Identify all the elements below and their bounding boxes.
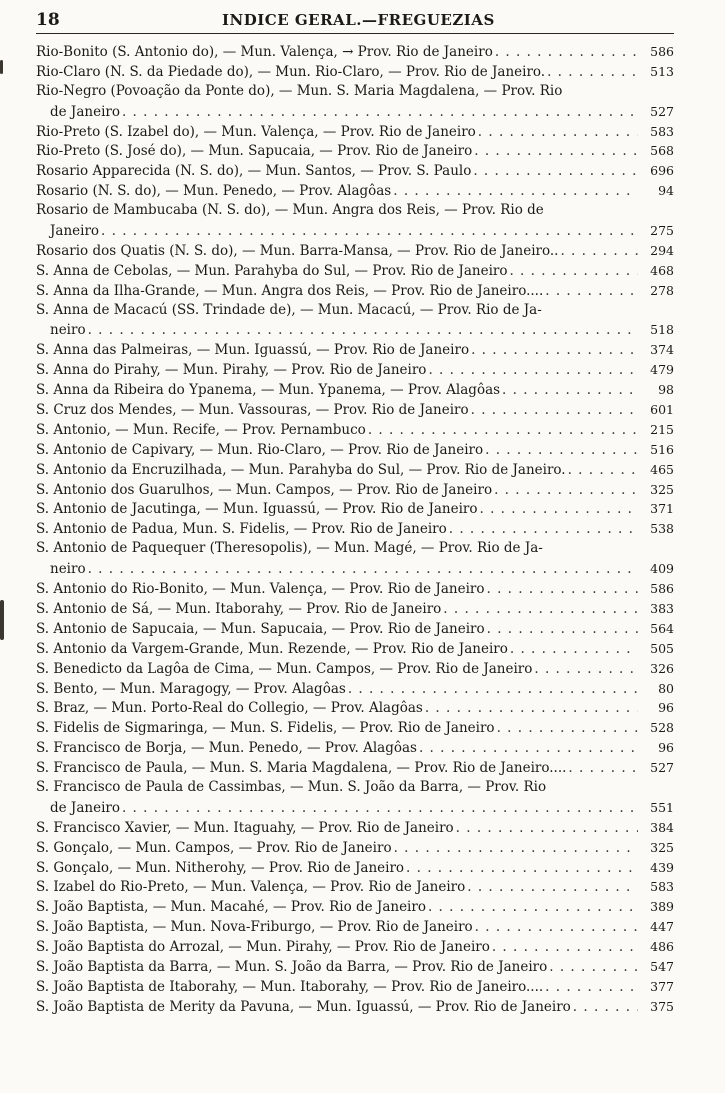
entry-page-number: 516 (650, 441, 674, 457)
entry-text: S. Francisco de Borja, — Mun. Penedo, — Prov. Alagôas (36, 740, 417, 757)
entry-text: Rio-Claro (N. S. da Piedade do), — Mun. Rio-Claro, — Prov. Rio de Janeiro. (36, 63, 546, 80)
entry-text: S. Gonçalo, — Mun. Campos, — Prov. Rio de Janeiro (36, 839, 392, 856)
entry-line (36, 420, 674, 440)
index-entry (36, 241, 674, 261)
dot-leader (122, 103, 638, 123)
dot-leader (485, 441, 638, 461)
entry-line (36, 360, 674, 380)
entry-page-number: 601 (650, 402, 674, 418)
index-entry (36, 838, 674, 858)
entry-page-number: 325 (650, 481, 674, 497)
entry-text: S. João Baptista da Barra, — Mun. S. João da Barra, — Prov. Rio de Janeiro (36, 958, 548, 975)
entry-text: S. João Baptista de Merity da Pavuna, — Mun. Iguassú, — Prov. Rio de Janeiro (36, 998, 571, 1015)
index-entry (36, 957, 674, 977)
dot-leader (474, 142, 638, 162)
entry-text: S. Anna do Pirahy, — Mun. Pirahy, — Prov. Rio de Janeiro (36, 362, 427, 379)
entry-text: Janeiro (50, 223, 100, 240)
dot-leader (449, 520, 638, 540)
index-entry (36, 977, 674, 997)
dot-leader (509, 262, 638, 282)
entry-line (36, 241, 674, 261)
entry-page-number: 389 (650, 899, 674, 915)
entry-line (36, 539, 674, 559)
entry-text: Rio-Preto (S. José do), — Mun. Sapucaia, — Prov. Rio de Janeiro (36, 143, 473, 160)
entry-text: S. Antonio de Capivary, — Mun. Rio-Claro, — Prov. Rio de Janeiro (36, 441, 484, 458)
index-entry (36, 639, 674, 659)
entry-line (36, 480, 674, 500)
entry-line (36, 440, 674, 460)
entry-page-number: 275 (650, 223, 674, 239)
index-entry (36, 480, 674, 500)
index-entry (36, 261, 674, 281)
entry-page-number: 513 (650, 63, 674, 79)
dot-leader (473, 162, 638, 182)
entry-text: Rosario dos Quatis (N. S. do), — Mun. Barra-Mansa, — Prov. Rio de Janeiro.. (36, 242, 559, 259)
dot-leader (560, 242, 638, 262)
entry-page-number: 371 (650, 501, 674, 517)
entry-page-number: 583 (650, 123, 674, 139)
entry-page-number: 586 (650, 44, 674, 59)
entry-page-number: 409 (650, 561, 674, 577)
entry-line (36, 62, 674, 82)
entry-line (36, 718, 674, 738)
entry-text: Rosario de Mambucaba (N. S. do), — Mun. Angra dos Reis, — Prov. Rio de (36, 202, 544, 219)
entry-page-number: 215 (650, 421, 674, 437)
index-entry (36, 62, 674, 82)
entry-text: S. João Baptista, — Mun. Macahé, — Prov. Rio de Janeiro (36, 899, 426, 916)
index-entry (36, 42, 674, 62)
entry-line (36, 261, 674, 281)
index-entry (36, 141, 674, 161)
dot-leader (471, 341, 638, 361)
entry-line (36, 579, 674, 599)
header-rule (36, 33, 674, 34)
dot-leader (549, 958, 638, 978)
entry-text: Rosario Apparecida (N. S. do), — Mun. Santos, — Prov. S. Paulo (36, 163, 472, 180)
dot-leader (510, 640, 638, 660)
entry-text: S. Antonio de Padua, Mun. S. Fidelis, — Prov. Rio de Janeiro (36, 521, 447, 538)
entry-line (36, 997, 674, 1017)
dot-leader (428, 898, 638, 918)
entry-page-number: 583 (650, 879, 674, 895)
index-entry (36, 499, 674, 519)
entry-page-number: 439 (650, 859, 674, 875)
index-entry (36, 877, 674, 897)
entry-page-number: 326 (650, 660, 674, 676)
index-entry (36, 818, 674, 838)
entry-line (36, 778, 674, 798)
index-entry (36, 281, 674, 301)
entry-line (36, 738, 674, 758)
entry-line (36, 619, 674, 639)
entry-line (36, 141, 674, 161)
index-entry (36, 380, 674, 400)
entry-line (36, 281, 674, 301)
entry-line (36, 877, 674, 897)
entry-line (36, 838, 674, 858)
dot-leader (502, 381, 638, 401)
entry-line (36, 679, 674, 699)
entry-text: S. Izabel do Rio-Preto, — Mun. Valença, — Prov. Rio de Janeiro (36, 879, 466, 896)
entry-continuation-line (36, 102, 674, 122)
index-entry (36, 201, 674, 241)
entry-line (36, 858, 674, 878)
entry-text: S. Antonio dos Guarulhos, — Mun. Campos, — Prov. Rio de Janeiro (36, 481, 493, 498)
entry-line (36, 42, 674, 62)
entry-text: S. Antonio, — Mun. Recife, — Prov. Pernambuco (36, 421, 366, 438)
index-entry (36, 579, 674, 599)
margin-ink-mark (0, 60, 3, 74)
dot-leader (547, 63, 638, 83)
entry-text: Rio-Bonito (S. Antonio do), — Mun. Valença, → Prov. Rio de Janeiro (36, 44, 493, 60)
entry-page-number: 384 (650, 819, 674, 835)
entry-line (36, 460, 674, 480)
dot-leader (443, 600, 638, 620)
entry-text: S. Anna de Macacú (SS. Trindade de), — Mun. Macacú, — Prov. Rio de Ja- (36, 301, 542, 318)
entry-line (36, 400, 674, 420)
entry-page-number: 568 (650, 143, 674, 159)
entry-text: de Janeiro (50, 103, 120, 120)
entry-line (36, 201, 674, 221)
entry-page-number: 325 (650, 839, 674, 855)
dot-leader (573, 998, 638, 1018)
entry-page-number: 486 (650, 939, 674, 955)
entry-text: S. Benedicto da Lagôa de Cima, — Mun. Campos, — Prov. Rio de Janeiro (36, 660, 533, 677)
entry-page-number: 383 (650, 600, 674, 616)
entry-page-number: 696 (650, 163, 674, 179)
dot-leader (487, 620, 638, 640)
dot-leader (545, 978, 638, 998)
dot-leader (467, 878, 638, 898)
entry-text: Rio-Preto (S. Izabel do), — Mun. Valença, — Prov. Rio de Janeiro (36, 123, 476, 140)
entry-line (36, 917, 674, 937)
entry-page-number: 294 (650, 242, 674, 258)
entry-page-number: 96 (658, 700, 674, 716)
entry-text: S. Francisco Xavier, — Mun. Itaguahy, — Prov. Rio de Janeiro (36, 819, 454, 836)
index-entry (36, 718, 674, 738)
entry-line (36, 937, 674, 957)
entry-continuation-line (36, 559, 674, 579)
index-entry (36, 619, 674, 639)
index-entry (36, 420, 674, 440)
index-entries (36, 42, 674, 1017)
entry-page-number: 278 (650, 282, 674, 298)
entry-page-number: 547 (650, 958, 674, 974)
index-entry (36, 917, 674, 937)
entry-line (36, 698, 674, 718)
entry-page-number: 375 (650, 998, 674, 1014)
entry-page-number: 94 (658, 183, 674, 199)
index-entry (36, 679, 674, 699)
entry-page-number: 564 (650, 620, 674, 636)
entry-line (36, 818, 674, 838)
page-header (36, 8, 676, 32)
index-entry (36, 738, 674, 758)
entry-text: neiro (50, 561, 86, 578)
entry-text: S. Antonio do Rio-Bonito, — Mun. Valença, — Prov. Rio de Janeiro (36, 581, 485, 598)
entry-line (36, 659, 674, 679)
entry-text: S. João Baptista do Arrozal, — Mun. Pirahy, — Prov. Rio de Janeiro (36, 939, 490, 956)
entry-text: S. Anna da Ribeira do Ypanema, — Mun. Ypanema, — Prov. Alagôas (36, 382, 501, 399)
entry-line (36, 122, 674, 142)
index-entry (36, 698, 674, 718)
entry-page-number: 374 (650, 342, 674, 358)
dot-leader (492, 938, 638, 958)
entry-line (36, 758, 674, 778)
entry-line (36, 340, 674, 360)
page-number: 18 (36, 10, 60, 30)
index-entry (36, 301, 674, 341)
dot-leader (406, 859, 638, 879)
index-entry (36, 937, 674, 957)
index-entry (36, 181, 674, 201)
entry-line (36, 957, 674, 977)
entry-line (36, 519, 674, 539)
entry-text: S. Anna de Cebolas, — Mun. Parahyba do Sul, — Prov. Rio de Janeiro (36, 262, 508, 279)
index-entry (36, 82, 674, 122)
dot-leader (368, 421, 638, 441)
index-entry (36, 122, 674, 142)
index-entry (36, 440, 674, 460)
entry-text: S. Anna das Palmeiras, — Mun. Iguassú, — Prov. Rio de Janeiro (36, 342, 470, 359)
entry-page-number: 528 (650, 720, 674, 736)
index-entry (36, 400, 674, 420)
entry-line (36, 977, 674, 997)
entry-text: S. Antonio de Jacutinga, — Mun. Iguassú, — Prov. Rio de Janeiro (36, 501, 478, 518)
entry-page-number: 586 (650, 581, 674, 597)
entry-text: S. Antonio de Paquequer (Theresopolis), — Mun. Magé, — Prov. Rio de Ja- (36, 540, 543, 557)
index-entry (36, 758, 674, 778)
dot-leader (534, 660, 638, 680)
dot-leader (497, 719, 638, 739)
dot-leader (495, 43, 638, 63)
dot-leader (348, 680, 638, 700)
entry-text: S. Francisco de Paula de Cassimbas, — Mun. S. João da Barra, — Prov. Rio (36, 778, 547, 795)
index-entry (36, 161, 674, 181)
entry-text: S. Antonio da Encruzilhada, — Mun. Parahyba do Sul, — Prov. Rio de Janeiro. (36, 461, 566, 478)
entry-line (36, 599, 674, 619)
entry-text: de Janeiro (50, 799, 120, 816)
entry-line (36, 380, 674, 400)
dot-leader (480, 500, 639, 520)
dot-leader (122, 799, 638, 819)
entry-text: S. Cruz dos Mendes, — Mun. Vassouras, — Prov. Rio de Janeiro (36, 402, 469, 419)
dot-leader (419, 739, 638, 759)
dot-leader (394, 839, 638, 859)
dot-leader (425, 699, 638, 719)
dot-leader (494, 481, 638, 501)
entry-page-number: 465 (650, 461, 674, 477)
entry-page-number: 505 (650, 640, 674, 656)
dot-leader (393, 182, 638, 202)
entry-text: S. Fidelis de Sigmaringa, — Mun. S. Fidelis, — Prov. Rio de Janeiro (36, 720, 495, 737)
index-entry (36, 897, 674, 917)
entry-page-number: 377 (650, 978, 674, 994)
entry-text: Rio-Negro (Povoação da Ponte do), — Mun. S. Maria Magdalena, — Prov. Rio (36, 82, 563, 99)
entry-page-number: 527 (650, 103, 674, 119)
entry-page-number: 518 (650, 322, 674, 338)
entry-continuation-line (36, 221, 674, 241)
entry-text: S. Antonio de Sá, — Mun. Itaborahy, — Prov. Rio de Janeiro (36, 600, 442, 617)
entry-text: S. João Baptista, — Mun. Nova-Friburgo, — Prov. Rio de Janeiro (36, 919, 473, 936)
entry-line (36, 82, 674, 102)
dot-leader (456, 819, 638, 839)
entry-continuation-line (36, 798, 674, 818)
index-entry (36, 539, 674, 579)
entry-page-number: 551 (650, 799, 674, 815)
entry-page-number: 447 (650, 919, 674, 935)
entry-page-number: 468 (650, 262, 674, 278)
dot-leader (428, 361, 638, 381)
entry-line (36, 639, 674, 659)
entry-text: S. Francisco de Paula, — Mun. S. Maria Magdalena, — Prov. Rio de Janeiro.... (36, 760, 567, 777)
entry-line (36, 181, 674, 201)
dot-leader (568, 759, 638, 779)
entry-text: Rosario (N. S. do), — Mun. Penedo, — Prov. Alagôas (36, 183, 392, 200)
entry-page-number: 96 (658, 740, 674, 756)
entry-page-number: 527 (650, 760, 674, 776)
entry-text: S. Bento, — Mun. Maragogy, — Prov. Alagôas (36, 680, 346, 697)
index-entry (36, 599, 674, 619)
entry-line (36, 499, 674, 519)
index-entry (36, 659, 674, 679)
entry-page-number: 80 (658, 680, 674, 696)
index-entry (36, 778, 674, 818)
entry-line (36, 301, 674, 321)
index-entry (36, 340, 674, 360)
entry-text: S. Antonio de Sapucaia, — Mun. Sapucaia, — Prov. Rio de Janeiro (36, 620, 485, 637)
index-entry (36, 360, 674, 380)
dot-leader (471, 401, 638, 421)
entry-text: S. Braz, — Mun. Porto-Real do Collegio, — Prov. Alagôas (36, 700, 423, 717)
dot-leader (545, 282, 638, 302)
running-title: INDICE GERAL.—FREGUEZIAS (222, 11, 495, 29)
entry-line (36, 897, 674, 917)
dot-leader (475, 918, 638, 938)
entry-line (36, 161, 674, 181)
dot-leader (88, 560, 638, 580)
entry-continuation-line (36, 320, 674, 340)
entry-page-number: 98 (658, 382, 674, 398)
entry-text: S. João Baptista de Itaborahy, — Mun. Itaborahy, — Prov. Rio de Janeiro.... (36, 978, 544, 995)
index-entry (36, 858, 674, 878)
dot-leader (486, 580, 638, 600)
dot-leader (88, 321, 638, 341)
index-entry (36, 460, 674, 480)
dot-leader (478, 123, 638, 143)
entry-text: S. Gonçalo, — Mun. Nitherohy, — Prov. Rio de Janeiro (36, 859, 405, 876)
entry-text: S. Antonio da Vargem-Grande, Mun. Rezende, — Prov. Rio de Janeiro (36, 640, 508, 657)
index-entry (36, 519, 674, 539)
entry-page-number: 538 (650, 521, 674, 537)
dot-leader (568, 461, 638, 481)
dot-leader (101, 222, 638, 242)
entry-text: S. Anna da Ilha-Grande, — Mun. Angra dos Reis, — Prov. Rio de Janeiro.... (36, 282, 544, 299)
entry-page-number: 479 (650, 362, 674, 378)
entry-text: neiro (50, 322, 86, 339)
margin-ink-mark (0, 600, 4, 640)
index-entry (36, 997, 674, 1017)
